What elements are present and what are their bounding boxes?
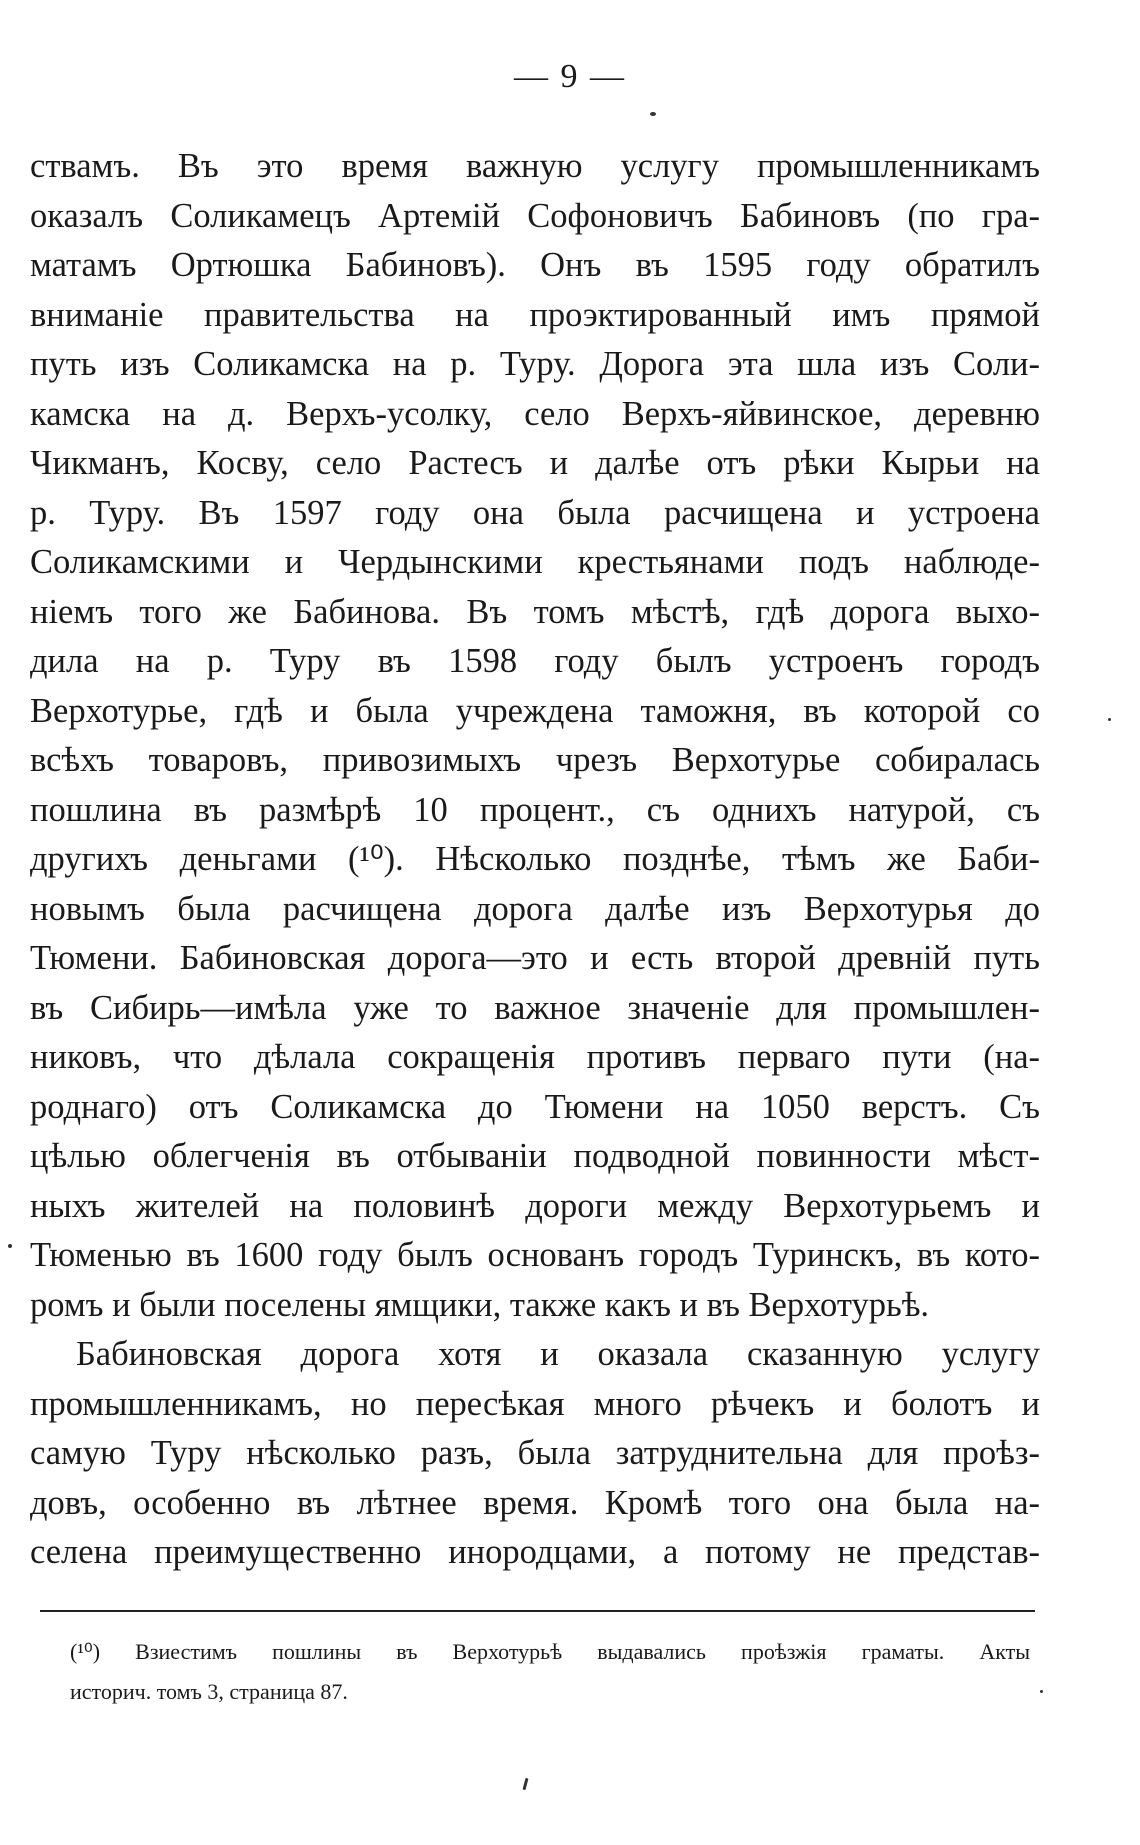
- text-line: пошлина въ размѣрѣ 10 процент., съ однихъ натурой, съ: [30, 790, 1040, 829]
- text-line: Тюмени. Бабиновская дорога—это и есть второй древній путь: [30, 939, 1040, 977]
- text-line: въ Сибирь—имѣла уже то важное значеніе для промышлен-: [30, 988, 1040, 1027]
- text-line: камска на д. Верхъ-усолку, село Верхъ-яйвинское, деревню: [30, 394, 1040, 433]
- text-line: роднаго) отъ Соликамска до Тюмени на 1050 верстъ. Съ: [30, 1087, 1040, 1126]
- scan-speck: [650, 112, 656, 116]
- text-line: Соликамскими и Чердынскими крестьянами подъ наблюде-: [30, 543, 1040, 581]
- scan-speck: [522, 1778, 528, 1790]
- text-line: ныхъ жителей на половинѣ дороги между Верхотурьемъ и: [30, 1186, 1040, 1225]
- text-line: довъ, особенно въ лѣтнее время. Кромѣ того она была на-: [30, 1483, 1040, 1522]
- scan-speck: [1040, 1690, 1043, 1693]
- text-line: ствамъ. Въ это время важную услугу промышленникамъ: [30, 147, 1040, 185]
- scan-speck: [8, 1244, 12, 1248]
- page-number: — 9 —: [514, 58, 626, 95]
- scan-speck: [1108, 718, 1111, 721]
- text-line: Верхотурье, гдѣ и была учреждена таможня, въ которой со: [30, 691, 1040, 730]
- text-line: р. Туру. Въ 1597 году она была расчищена и устроена: [30, 493, 1040, 532]
- footnote: [70, 1632, 1030, 1712]
- text-line: цѣлью облегченія въ отбываніи подводной повинности мѣст-: [30, 1137, 1040, 1175]
- text-line: Чикманъ, Косву, село Растесъ и далѣе отъ рѣки Кырьи на: [30, 444, 1040, 482]
- text-line: оказалъ Соликамецъ Артемій Софоновичъ Бабиновъ (по гра-: [30, 196, 1040, 235]
- text-line: селена преимущественно инородцами, а потому не представ-: [30, 1533, 1040, 1571]
- text-line: дила на р. Туру въ 1598 году былъ устроенъ городъ: [30, 642, 1040, 680]
- text-line: всѣхъ товаровъ, привозимыхъ чрезъ Верхотурье собиралась: [30, 741, 1040, 779]
- footnote-line: историч. томъ 3, страница 87.: [70, 1679, 348, 1704]
- footnote-rule: [40, 1610, 1035, 1612]
- text-line: путь изъ Соликамска на р. Туру. Дорога эта шла изъ Соли-: [30, 345, 1040, 383]
- text-line: матамъ Ортюшка Бабиновъ). Онъ въ 1595 году обратилъ: [30, 246, 1040, 284]
- text-line: никовъ, что дѣлала сокращенія противъ перваго пути (на-: [30, 1038, 1040, 1076]
- text-line: другихъ деньгами (¹⁰). Нѣсколько позднѣе, тѣмъ же Баби-: [30, 840, 1040, 878]
- footnote-line: (¹⁰) Взиестимъ пошлины въ Верхотурьѣ выдавались проѣзжія граматы. Акты: [70, 1639, 1030, 1664]
- text-line: новымъ была расчищена дорога далѣе изъ Верхотурья до: [30, 889, 1040, 928]
- text-line: ніемъ того же Бабинова. Въ томъ мѣстѣ, гдѣ дорога выхо-: [30, 592, 1040, 631]
- text-line: вниманіе правительства на проэктированный имъ прямой: [30, 295, 1040, 334]
- text-line: Бабиновская дорога хотя и оказала сказанную услугу: [76, 1335, 1040, 1373]
- text-line: самую Туру нѣсколько разъ, была затруднительна для проѣз-: [30, 1434, 1040, 1472]
- text-line: ромъ и были поселены ямщики, также какъ и въ Верхотурьѣ.: [30, 1285, 930, 1324]
- text-line: промышленникамъ, но пересѣкая много рѣчекъ и болотъ и: [30, 1384, 1040, 1423]
- text-line: Тюменью въ 1600 году былъ основанъ городъ Туринскъ, въ кото-: [30, 1236, 1040, 1274]
- body-text: [30, 142, 1040, 1578]
